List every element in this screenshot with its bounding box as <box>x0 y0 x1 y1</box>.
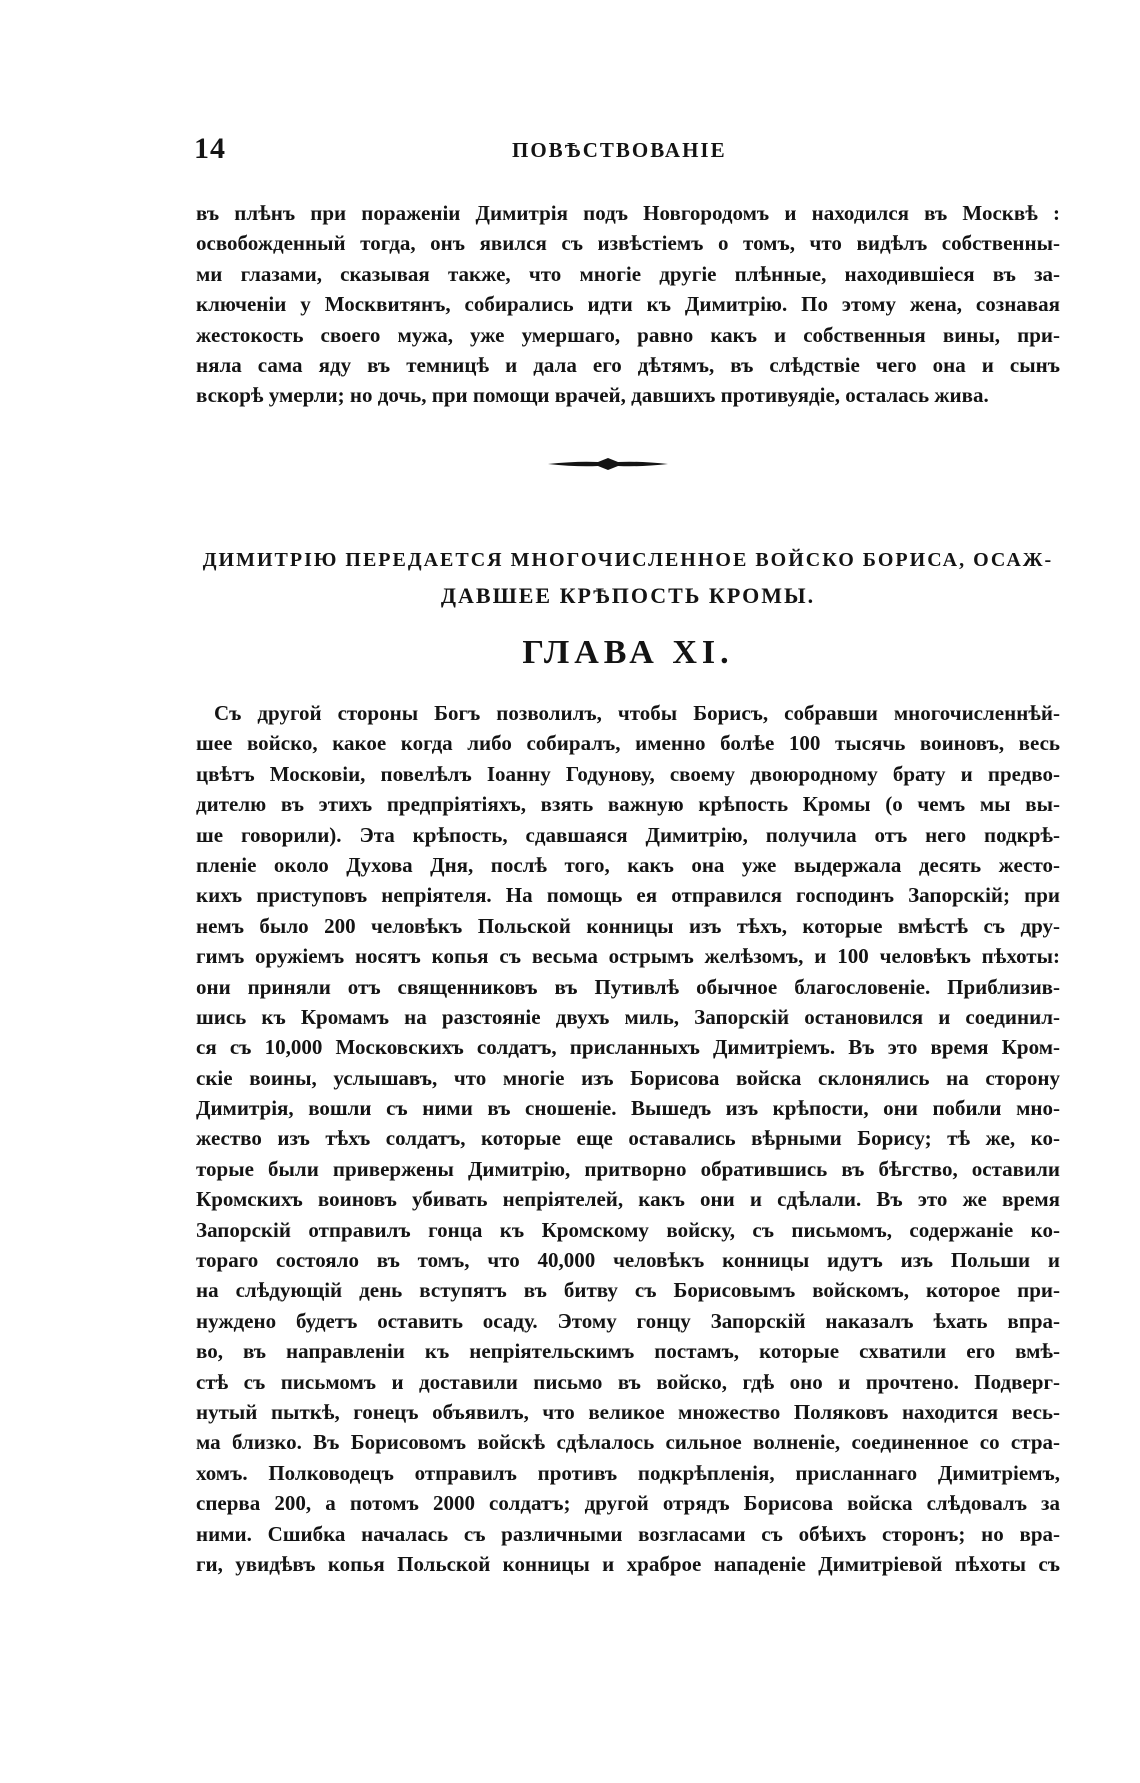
text-line: шись къ Кромамъ на разстоянiе двухъ миль, Запорскiй остановился и соединил- <box>196 1004 1060 1029</box>
text-line: сперва 200, а потомъ 2000 солдатъ; другой отрядъ Борисова войска слѣдовалъ за <box>196 1491 1060 1516</box>
text-line: ключенiи у Москвитянъ, собирались идти къ Димитрiю. По этому жена, сознавая <box>196 292 1060 317</box>
section-heading <box>196 542 1060 614</box>
text-line: ми глазами, сказывая также, что многiе другiе плѣнные, находившiеся въ за- <box>196 261 1060 286</box>
text-line: жество изъ тѣхъ солдатъ, которые еще оставались вѣрными Борису; тѣ же, ко- <box>196 1126 1060 1151</box>
text-line: Димитрiя, вошли съ ними въ сношенiе. Вышедъ изъ крѣпости, они побили мно- <box>196 1096 1060 1121</box>
text-line: нуждено будетъ оставить осаду. Этому гонцу Запорскiй наказалъ ѣхать впра- <box>196 1308 1060 1333</box>
text-line: Запорскiй отправилъ гонца къ Кромскому войску, съ письмомъ, содержанiе ко- <box>196 1217 1060 1242</box>
text-line: ся съ 10,000 Московскихъ солдатъ, присланныхъ Димитрiемъ. Въ это время Кром- <box>196 1035 1060 1060</box>
text-line: ги, увидѣвъ копья Польской конницы и храброе нападенiе Димитрiевой пѣхоты съ <box>196 1551 1060 1576</box>
paragraph-continued <box>196 198 1060 411</box>
text-line: въ плѣнъ при пораженiи Димитрiя подъ Новгородомъ и находился въ Москвѣ : <box>196 201 1060 225</box>
running-title: ПОВѢСТВОВАНIЕ <box>512 138 727 162</box>
text-line: тораго состояло въ томъ, что 40,000 человѣкъ конницы идутъ изъ Польши и <box>196 1248 1060 1273</box>
text-line: Кромскихъ воиновъ убивать непрiятелей, какъ они и сдѣлали. Въ это же время <box>196 1187 1060 1212</box>
text-line: Съ другой стороны Богъ позволилъ, чтобы Борисъ, собравши многочисленнѣй- <box>214 701 1060 725</box>
text-line: ними. Сшибка началась съ различными возгласами съ обѣихъ сторонъ; но вра- <box>196 1521 1060 1546</box>
text-line: гимъ оружiемъ носятъ копья съ весьма острымъ желѣзомъ, и 100 человѣкъ пѣхоты: <box>196 944 1060 969</box>
text-line: стѣ съ письмомъ и доставили письмо въ войско, гдѣ оно и прочтено. Подверг- <box>196 1369 1060 1394</box>
text-line: цвѣтъ Московiи, повелѣлъ Iоанну Годунову, своему двоюродному брату и предво- <box>196 761 1060 786</box>
text-line: кихъ приступовъ непрiятеля. На помощь ея отправился господинъ Запорскiй; при <box>196 883 1060 908</box>
text-line: вскорѣ умерли; но дочь, при помощи врачей, давшихъ противуядiе, осталась жива. <box>196 383 989 408</box>
ornament-divider-icon <box>546 452 670 476</box>
section-heading-line: ДАВШЕЕ КРѢПОСТЬ КРОМЫ. <box>440 583 816 608</box>
text-line: немъ было 200 человѣкъ Польской конницы изъ тѣхъ, которые вмѣстѣ съ дру- <box>196 913 1060 938</box>
text-line: ше говорили). Эта крѣпость, сдавшаяся Димитрiю, получила отъ него подкрѣ- <box>196 822 1060 847</box>
page-number: 14 <box>194 132 226 165</box>
running-head <box>194 132 1058 172</box>
text-line: ма близко. Въ Борисовомъ войскѣ сдѣлалось сильное волненiе, соединенное со стра- <box>196 1430 1060 1455</box>
text-line: во, въ направленiи къ непрiятельскимъ постамъ, которые схватили его вмѣ- <box>196 1339 1060 1364</box>
text-line: торые были привержены Димитрiю, притворно обратившись въ бѣгство, оставили <box>196 1156 1060 1181</box>
text-line: скiе воины, услышавъ, что многiе изъ Борисова войска склонялись на сторону <box>196 1065 1060 1090</box>
text-line: на слѣдующiй день вступятъ въ битву съ Борисовымъ войскомъ, которое при- <box>196 1278 1060 1303</box>
text-line: нутый пыткѣ, гонецъ объявилъ, что великое множество Поляковъ находится весь- <box>196 1399 1060 1424</box>
text-line: пленiе около Духова Дня, послѣ того, какъ она уже выдержала десять жесто- <box>196 852 1060 877</box>
text-line: шее войско, какое когда либо собиралъ, именно болѣе 100 тысячь воиновъ, весь <box>196 731 1060 756</box>
chapter-title: ГЛАВА XI. <box>522 634 734 671</box>
text-line: хомъ. Полководецъ отправилъ противъ подкрѣпленiя, присланнаго Димитрiемъ, <box>196 1460 1060 1485</box>
text-line: жестокость своего мужа, уже умершаго, равно какъ и собственныя вины, при- <box>196 322 1060 347</box>
chapter-body <box>196 698 1060 1579</box>
text-line: няла сама яду въ темницѣ и дала его дѣтямъ, въ слѣдствiе чего она и сынъ <box>196 352 1060 377</box>
text-line: освобожденный тогда, онъ явился съ извѣстiемъ о томъ, что видѣлъ собственны- <box>196 231 1060 256</box>
section-heading-line: ДИМИТРIЮ ПЕРЕДАЕТСЯ МНОГОЧИСЛЕННОЕ ВОЙСКО БОРИСА, ОСАЖ- <box>202 549 1054 571</box>
text-line: они приняли отъ священниковъ въ Путивлѣ обычное благословенiе. Приблизив- <box>196 974 1060 999</box>
text-line: дителю въ этихъ предпрiятiяхъ, взять важную крѣпость Кромы (о чемъ мы вы- <box>196 792 1060 817</box>
